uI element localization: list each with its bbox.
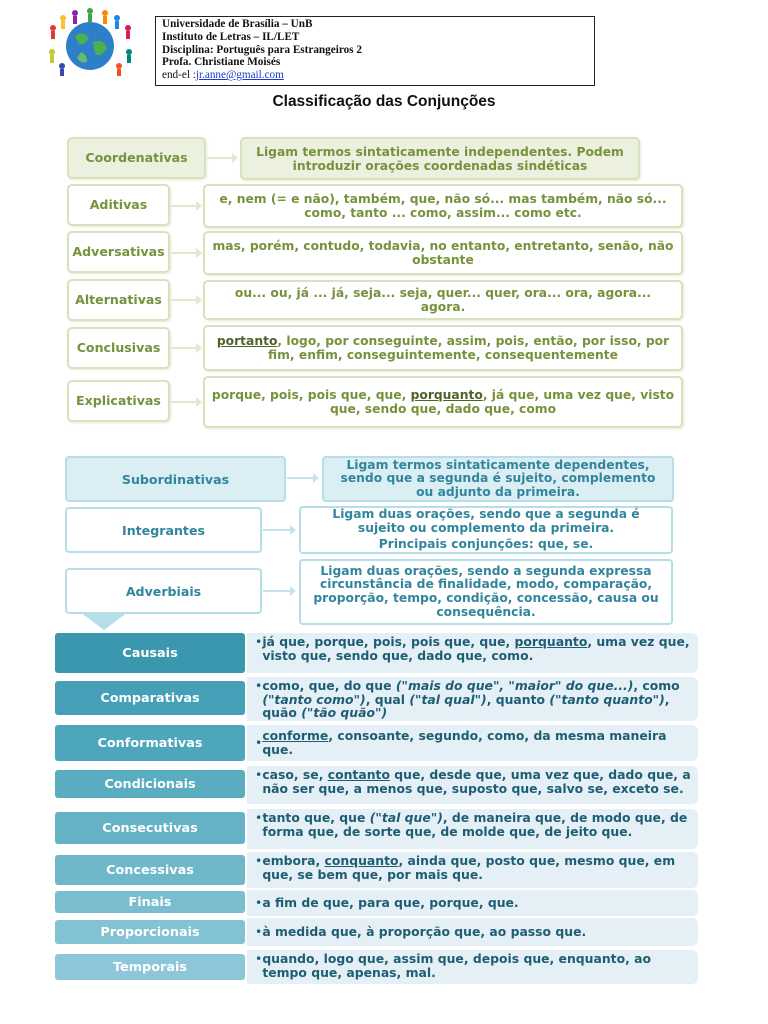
bullet-icon: •	[255, 678, 263, 693]
institute-name: Instituto de Letras – IL/LET	[162, 30, 300, 43]
conformativas-label	[55, 725, 245, 761]
porquanto-underlined: porquanto	[410, 388, 483, 402]
proporcionais-label	[55, 920, 245, 944]
arrow-icon	[207, 157, 235, 159]
adversativas-text: mas, porém, contudo, todavia, no entanto, entretanto, senão, não obstante	[212, 239, 674, 267]
consecutivas-part-b: , de maneira que, de modo que, de forma que, de sorte que, de molde que, de jeito que.	[262, 810, 688, 839]
adverbiais-label-text: Adverbiais	[125, 583, 202, 599]
integrantes-label-text: Integrantes	[122, 522, 205, 538]
conformativas-conjunctions	[247, 725, 698, 761]
consecutivas-italic-1: ("tal que")	[369, 810, 443, 825]
adversativas-label	[67, 231, 170, 273]
integrantes-principais-text: Principais conjunções: que, se.	[378, 537, 594, 552]
coordenativas-label	[67, 137, 206, 179]
condicionais-part-a: caso, se,	[262, 767, 328, 782]
comparativas-italic-3: ("tal qual")	[409, 691, 487, 707]
condicionais-label	[55, 770, 245, 798]
conclusivas-rest: , logo, por conseguinte, assim, pois, então, por isso, por fim, enfim, conseguintemente, consequentemente	[268, 334, 670, 362]
temporais-conjunctions	[247, 950, 698, 984]
explicativas-label	[67, 380, 170, 422]
causais-text	[262, 635, 692, 662]
conformativas-text	[262, 729, 692, 756]
contanto-underlined: contanto	[327, 767, 390, 782]
explicativas-part-b: , já que, uma vez que, visto que, sendo que, dado que, como	[329, 388, 675, 416]
comparativas-part-d: , quanto	[486, 691, 550, 707]
aditivas-label-text: Aditivas	[89, 197, 148, 212]
proporcionais-conjunctions	[247, 918, 698, 946]
condicionais-label-text: Condicionais	[104, 776, 196, 792]
alternativas-text: ou... ou, já ... já, seja... seja, quer... quer, ora... ora, agora... agora.	[234, 286, 652, 314]
course-name: Disciplina: Português para Estrangeiros 2	[162, 43, 362, 56]
integrantes-description	[299, 506, 673, 554]
comparativas-text	[262, 679, 692, 720]
concessivas-part-a: embora,	[262, 853, 325, 868]
consecutivas-text	[262, 811, 692, 838]
finais-text: a fim de que, para que, porque, que.	[262, 895, 519, 911]
integrantes-label	[65, 507, 262, 553]
conclusivas-label	[67, 327, 170, 369]
proporcionais-text: à medida que, à proporção que, ao passo que.	[262, 924, 587, 940]
concessivas-label-text: Concessivas	[106, 862, 194, 878]
concessivas-text	[262, 854, 692, 881]
comparativas-italic-4: ("tanto quanto")	[549, 691, 665, 707]
finais-conjunctions	[247, 890, 698, 916]
email-label: end-el :	[162, 69, 196, 82]
condicionais-part-b: que, desde que, uma vez que, dado que, a não ser que, a menos que, suposto que, salvo se, exceto se.	[262, 767, 691, 796]
causais-label	[55, 633, 245, 673]
comparativas-part-c: , qual	[365, 691, 410, 707]
arrow-icon	[171, 205, 199, 207]
temporais-text: quando, logo que, assim que, depois que, enquanto, ao tempo que, apenas, mal.	[262, 951, 651, 980]
adversativas-label-text: Adversativas	[72, 244, 165, 259]
explicativas-conjunctions	[203, 376, 683, 428]
subordinativas-description	[322, 456, 674, 502]
consecutivas-part-a: tanto que, que	[262, 810, 370, 825]
porquanto-underlined: porquanto	[514, 634, 588, 649]
arrow-icon	[171, 401, 199, 403]
consecutivas-label	[55, 812, 245, 844]
bullet-icon: •	[255, 895, 263, 911]
finais-label-text: Finais	[128, 894, 172, 910]
subordinativas-description-text: Ligam termos sintaticamente dependentes, sendo que a segunda é sujeito, complemento ou adjunto da primeira.	[340, 457, 656, 499]
causais-conjunctions	[247, 633, 698, 673]
consecutivas-label-text: Consecutivas	[102, 820, 198, 836]
comparativas-italic-1: ("mais do que", "maior" do que...)	[395, 678, 634, 693]
portanto-underlined: portanto	[216, 334, 278, 348]
subordinativas-label	[65, 456, 286, 502]
comparativas-conjunctions	[247, 677, 698, 721]
page-title: Classificação das Conjunções	[272, 93, 496, 110]
university-logo	[45, 8, 136, 78]
causais-part-a: já que, porque, pois, pois que, que,	[262, 634, 515, 649]
email-line	[162, 69, 284, 81]
comparativas-part-a: como, que, do que	[262, 678, 396, 693]
concessivas-conjunctions	[247, 852, 698, 888]
adversativas-conjunctions	[203, 231, 683, 275]
globe-people-icon	[45, 8, 136, 78]
bullet-icon: •	[255, 735, 263, 751]
explicativas-text	[205, 388, 681, 416]
conformativas-part-b: , consoante, segundo, como, da mesma maneira que.	[262, 728, 667, 757]
integrantes-description-text: Ligam duas orações, sendo que a segunda é sujeito ou complemento da primeira.	[332, 507, 640, 535]
arrow-icon	[171, 347, 199, 349]
consecutivas-conjunctions	[247, 809, 698, 849]
comparativas-italic-5: ("tão quão")	[301, 705, 388, 721]
arrow-icon	[171, 299, 199, 301]
conformativas-label-text: Conformativas	[97, 735, 203, 751]
explicativas-part-a: porque, pois, pois que, que,	[211, 388, 411, 402]
bullet-icon: •	[255, 924, 263, 940]
causais-part-b: , uma vez que, visto que, sendo que, dado que, como.	[262, 634, 690, 663]
professor-name: Profa. Christiane Moisés	[162, 56, 281, 69]
bullet-icon: •	[255, 951, 263, 966]
bullet-icon: •	[255, 767, 263, 782]
aditivas-conjunctions	[203, 184, 683, 228]
adverbiais-description-text: Ligam duas orações, sendo a segunda expressa circunstância de finalidade, modo, comparação, proporção, tempo, condição, concessão, causa ou consequência.	[313, 563, 659, 619]
alternativas-label	[67, 279, 170, 321]
arrow-icon	[263, 590, 293, 592]
conquanto-underlined: conquanto	[324, 853, 399, 868]
course-info-box	[155, 16, 595, 86]
arrow-icon	[287, 477, 316, 479]
concessivas-part-b: , ainda que, posto que, mesmo que, em que, se bem que, por mais que.	[262, 853, 676, 882]
comparativas-part-e: , quão	[262, 691, 670, 721]
bullet-icon: •	[255, 634, 263, 649]
arrow-icon	[171, 252, 199, 254]
comparativas-italic-2: ("tanto como")	[262, 691, 366, 707]
conclusivas-label-text: Conclusivas	[76, 340, 161, 355]
condicionais-text	[262, 768, 692, 795]
alternativas-label-text: Alternativas	[75, 292, 162, 307]
causais-label-text: Causais	[122, 645, 178, 661]
aditivas-label	[67, 184, 170, 226]
comparativas-label	[55, 681, 245, 715]
arrow-icon	[263, 529, 293, 531]
alternativas-conjunctions	[203, 280, 683, 320]
comparativas-label-text: Comparativas	[100, 690, 200, 706]
coordenativas-description	[240, 137, 640, 180]
explicativas-label-text: Explicativas	[76, 393, 161, 408]
coordenativas-description-text: Ligam termos sintaticamente independentes. Podem introduzir orações coordenadas sindéticas	[256, 144, 624, 173]
bullet-icon: •	[255, 810, 263, 825]
university-name: Universidade de Brasília – UnB	[162, 18, 313, 30]
adverbiais-label	[65, 568, 262, 614]
temporais-label-text: Temporais	[113, 959, 187, 975]
concessivas-label	[55, 855, 245, 885]
proporcionais-label-text: Proporcionais	[100, 924, 200, 940]
conclusivas-conjunctions	[203, 325, 683, 371]
email-link[interactable]: jr.anne@gmail.com	[195, 69, 284, 82]
comparativas-part-b: , como	[633, 678, 680, 693]
adverbiais-description	[299, 559, 673, 625]
conclusivas-text	[205, 334, 681, 362]
conforme-underlined: conforme	[262, 728, 329, 744]
subordinativas-label-text: Subordinativas	[121, 471, 230, 487]
temporais-label	[55, 954, 245, 980]
condicionais-conjunctions	[247, 766, 698, 804]
coordenativas-label-text: Coordenativas	[85, 150, 188, 165]
chevron-down-icon	[80, 612, 128, 630]
bullet-icon: •	[255, 853, 263, 868]
aditivas-text: e, nem (= e não), também, que, não só... mas também, não só... como, tanto ... como, assim... como etc.	[219, 192, 667, 220]
finais-label	[55, 891, 245, 913]
